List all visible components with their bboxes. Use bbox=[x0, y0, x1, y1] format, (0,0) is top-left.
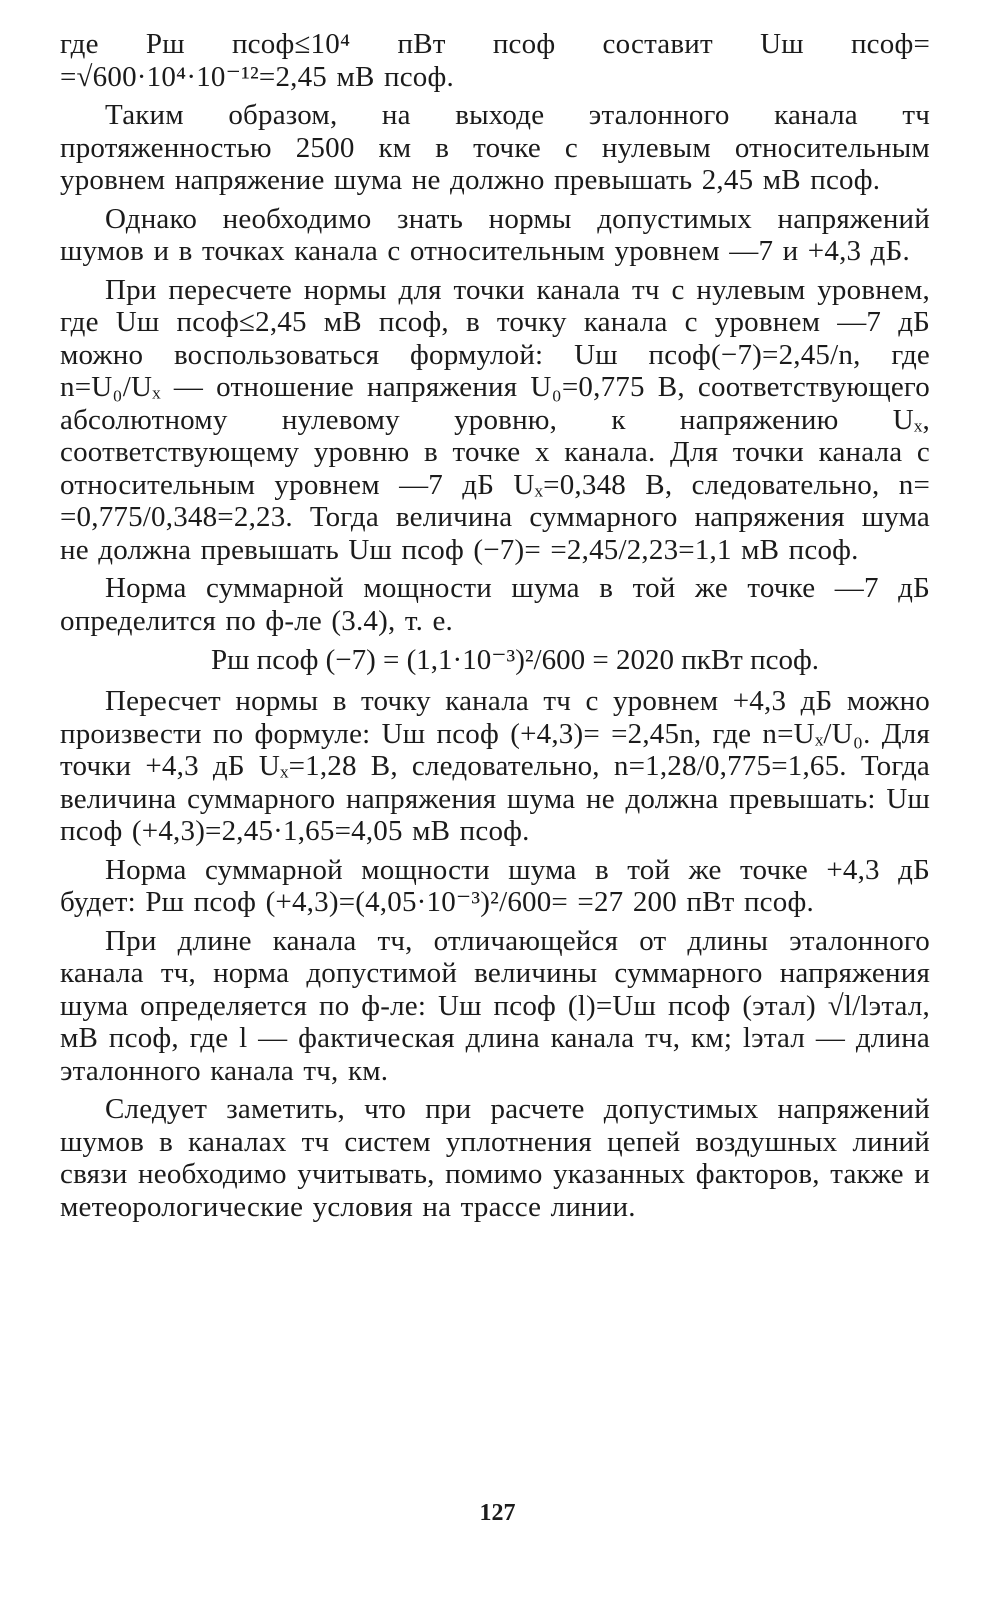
paragraph-2: Таким образом, на выходе эталонного канала тч протяженностью 2500 км в точке с нулевым относительным уровнем напряжение шума не должно превышать 2,45 мВ псоф. bbox=[60, 99, 930, 196]
paragraph-8: Норма суммарной мощности шума в той же точке +4,3 дБ будет: Pш псоф (+4,3)=(4,05·10⁻³)²/600= =27 200 пВт псоф. bbox=[60, 853, 930, 918]
paragraph-7: Пересчет нормы в точку канала тч с уровнем +4,3 дБ можно произвести по формуле: Uш псоф (+4,3)= =2,45n, где n=Uₓ/U₀. Для точки +4,3 дБ Uₓ=1,28 В, следовательно, n=1,28/0,775=1,65. Тогда величина суммарного напряжения шума не должна превышать: Uш псоф (+4,3)=2,45·1,65=4,05 мВ псоф. bbox=[60, 685, 930, 847]
paragraph-10: Следует заметить, что при расчете допустимых напряжений шумов в каналах тч систем уплотнения цепей воздушных линий связи необходимо учитывать, помимо указанных факторов, также и метеорологические условия на трассе линии. bbox=[60, 1093, 930, 1223]
paragraph-4: При пересчете нормы для точки канала тч с нулевым уровнем, где Uш псоф≤2,45 мВ псоф, в точку канала с уровнем —7 дБ можно воспользоваться формулой: Uш псоф(−7)=2,45/n, где n=U₀/Uₓ — отношение напряжения U₀=0,775 В, соответствующего абсолютному нулевому уровню, к напряжению Uₓ, соответствующему уровню в точке x канала. Для точки канала с относительным уровнем —7 дБ Uₓ=0,348 В, следовательно, n= =0,775/0,348=2,23. Тогда величина суммарного напряжения шума не должна превышать Uш псоф (−7)= =2,45/2,23=1,1 мВ псоф. bbox=[60, 273, 930, 566]
paragraph-5: Норма суммарной мощности шума в той же точке —7 дБ определится по ф-ле (3.4), т. е. bbox=[60, 572, 930, 637]
page-number: 127 bbox=[479, 1500, 516, 1526]
paragraph-9: При длине канала тч, отличающейся от длины эталонного канала тч, норма допустимой величины суммарного напряжения шума определяется по ф-ле: Uш псоф (l)=Uш псоф (этал) √l/lэтал, мВ псоф, где l — фактическая длина канала тч, км; lэтал — длина эталонного канала тч, км. bbox=[60, 924, 930, 1087]
formula-noise-power-minus7: Pш псоф (−7) = (1,1·10⁻³)²/600 = 2020 пкВт псоф. bbox=[210, 644, 820, 676]
paragraph-1: где Pш псоф≤10⁴ пВт псоф составит Uш псоф= =√600·10⁴·10⁻¹²=2,45 мВ псоф. bbox=[60, 28, 930, 93]
page-body bbox=[60, 28, 930, 1229]
paragraph-3: Однако необходимо знать нормы допустимых напряжений шумов и в точках канала с относительным уровнем —7 и +4,3 дБ. bbox=[60, 202, 930, 267]
